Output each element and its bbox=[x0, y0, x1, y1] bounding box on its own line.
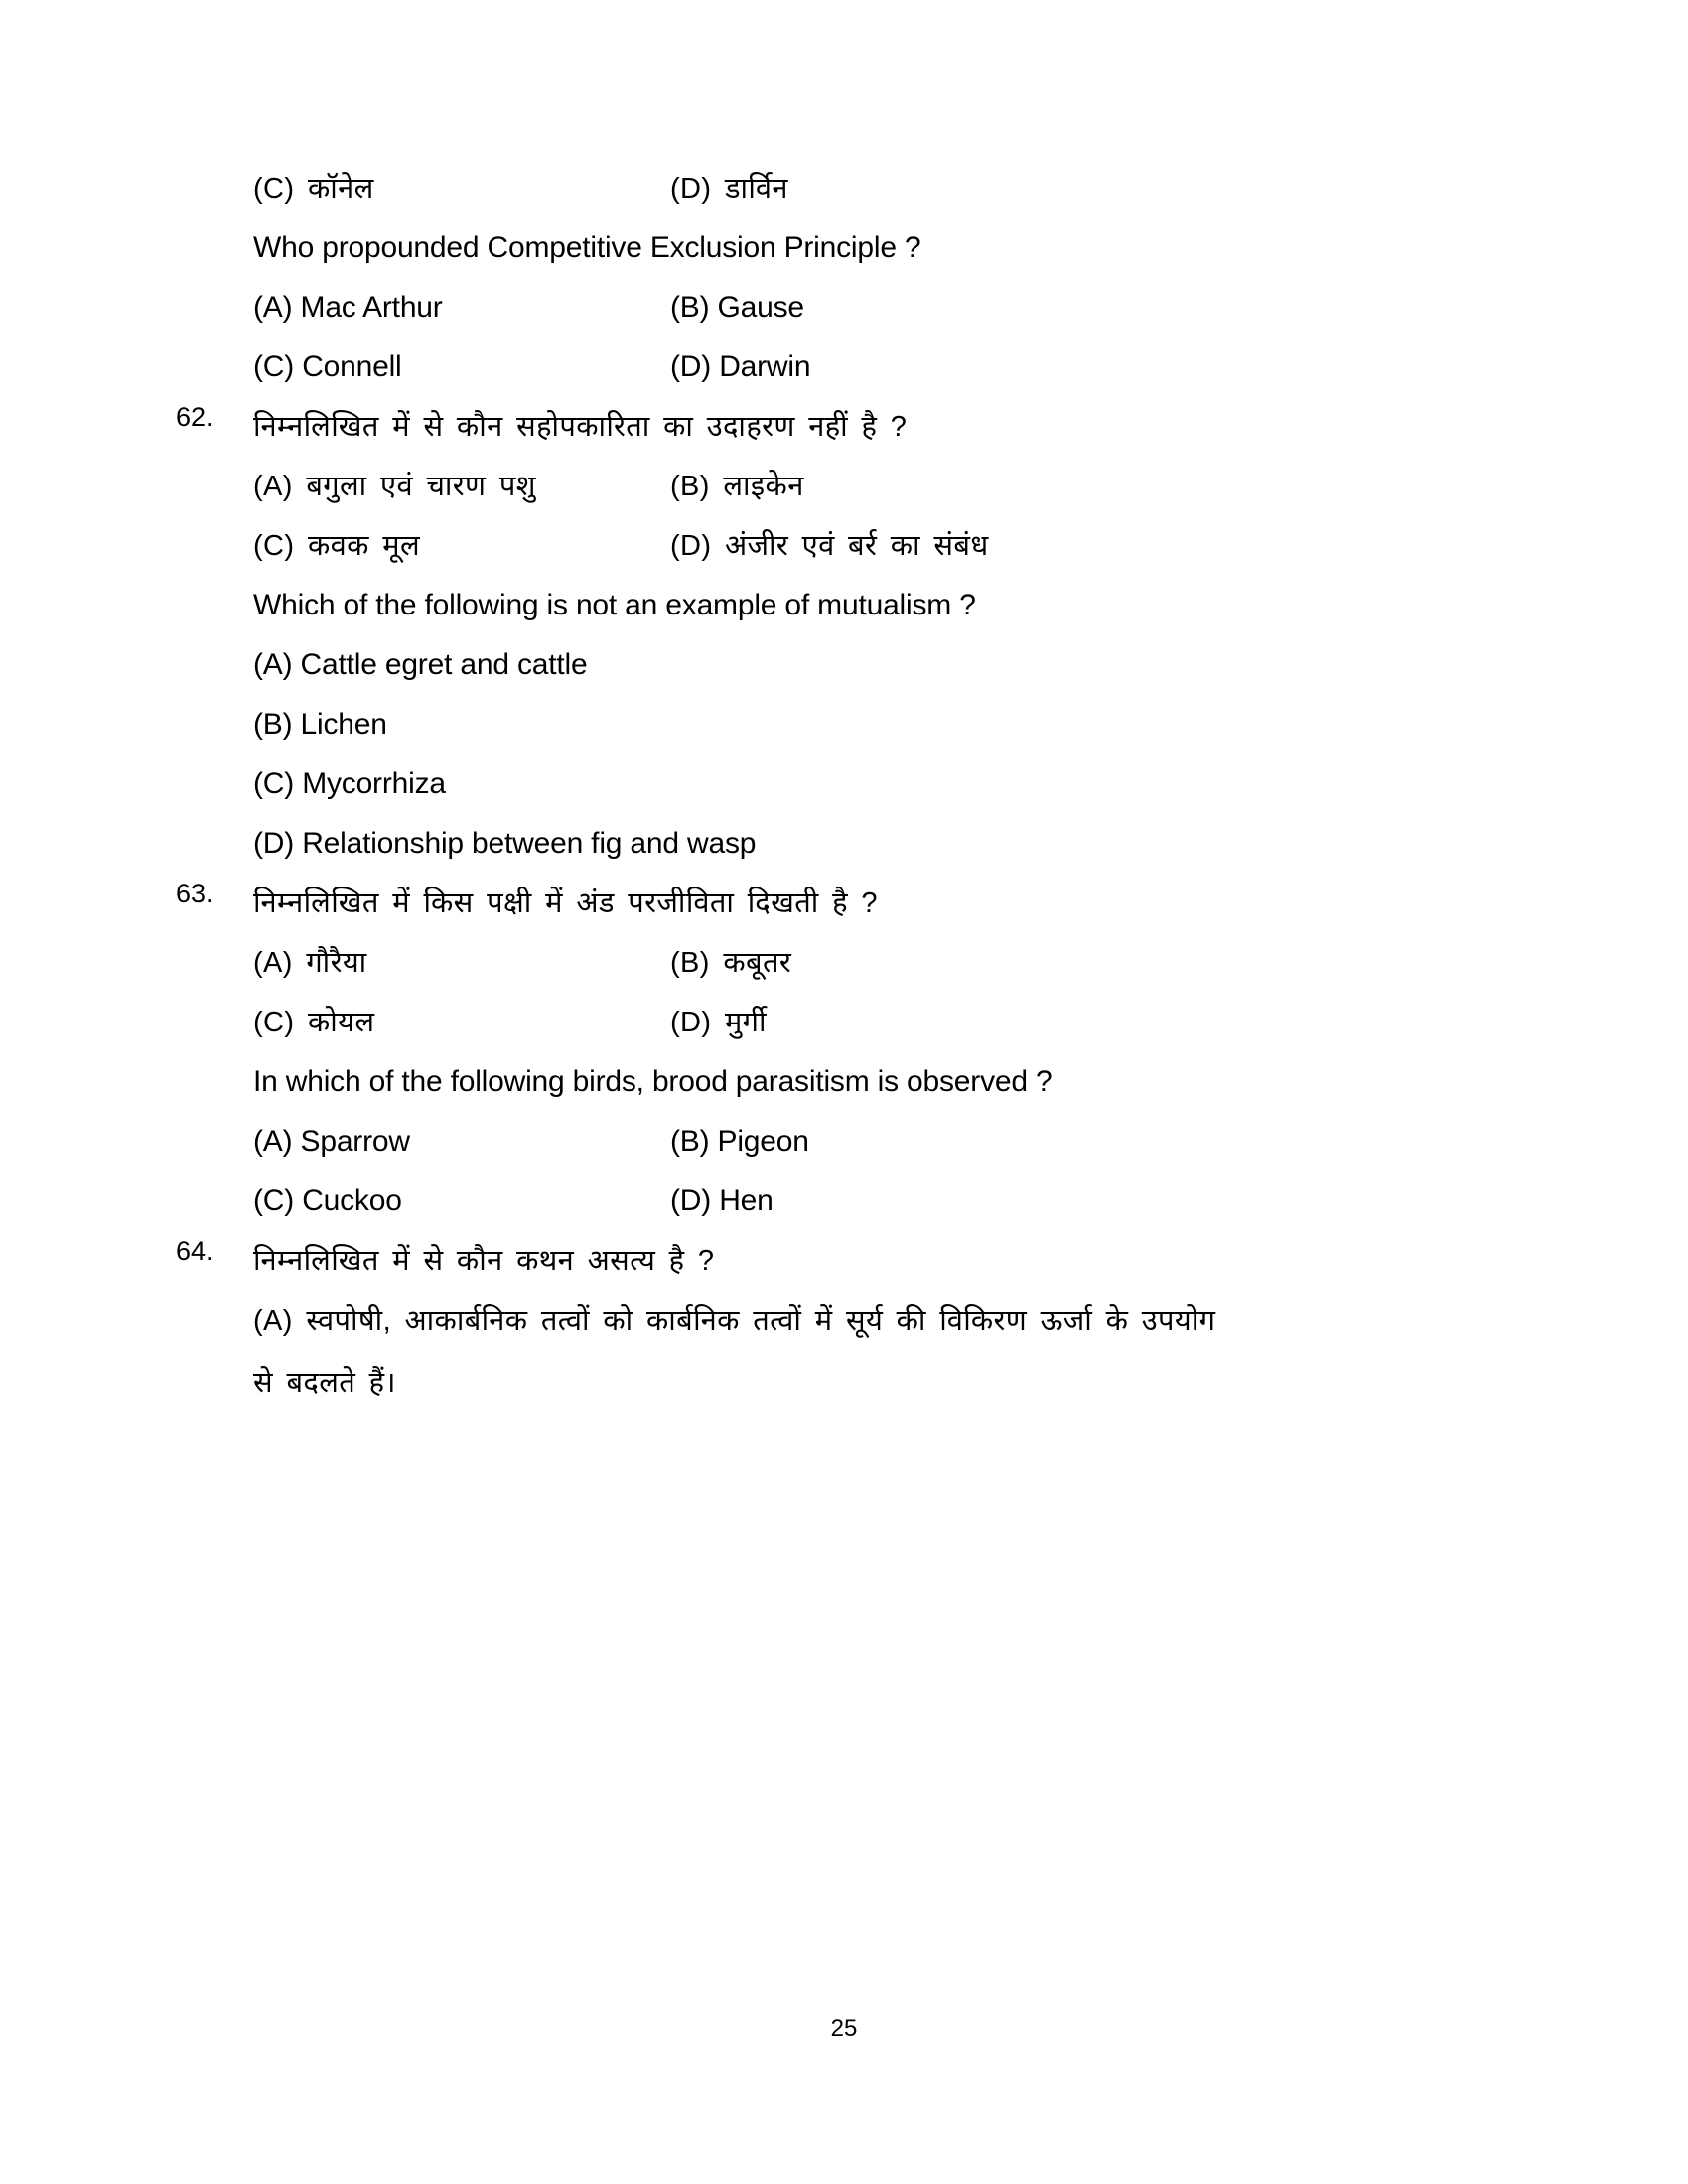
option-label: (D) bbox=[670, 1007, 712, 1038]
option-c-english-62[interactable] bbox=[253, 754, 1475, 814]
question-block-63 bbox=[176, 874, 1475, 1231]
option-text: Lichen bbox=[300, 708, 387, 741]
question-block-64 bbox=[176, 1231, 1475, 1414]
option-a-hindi-64-line1 bbox=[253, 1291, 1475, 1352]
option-label: (A) bbox=[253, 471, 293, 502]
option-text: डार्विन bbox=[724, 173, 788, 205]
option-a-hindi[interactable] bbox=[253, 943, 670, 983]
option-b-hindi[interactable] bbox=[670, 943, 1475, 983]
option-label: (D) bbox=[670, 1184, 712, 1217]
question-stem-hindi-63: 63. निम्नलिखित में किस पक्षी में अंड परजीविता दिखती है ? bbox=[253, 874, 1475, 933]
option-c-english[interactable] bbox=[253, 1181, 670, 1221]
option-label: (B) bbox=[253, 708, 293, 741]
option-label: (D) bbox=[670, 530, 712, 562]
option-b-english-62[interactable] bbox=[253, 695, 1475, 754]
option-text-line1: स्वपोषी, आकार्बनिक तत्वों को कार्बनिक तत्वों में सूर्य की विकिरण ऊर्जा के उपयोग bbox=[306, 1305, 1216, 1337]
option-label: (A) bbox=[253, 1125, 293, 1158]
option-d-hindi[interactable] bbox=[670, 526, 1475, 566]
option-d-english-62[interactable] bbox=[253, 814, 1475, 874]
option-label: (B) bbox=[670, 291, 710, 324]
option-text: गौरैया bbox=[306, 947, 367, 979]
option-label: (B) bbox=[670, 471, 710, 502]
option-d-english[interactable] bbox=[670, 347, 1475, 387]
option-text: कवक मूल bbox=[307, 530, 421, 562]
option-text: Sparrow bbox=[300, 1125, 410, 1158]
option-row-hindi-ab-62 bbox=[253, 457, 1475, 516]
option-b-hindi[interactable] bbox=[670, 467, 1475, 506]
question-number-64: 64. bbox=[176, 1236, 213, 1266]
option-label: (D) bbox=[253, 827, 295, 860]
option-row-english-ab-63 bbox=[253, 1112, 1475, 1171]
option-d-english[interactable] bbox=[670, 1181, 1475, 1221]
question-stem-english-62: Which of the following is not an example of mutualism ? bbox=[253, 589, 976, 621]
option-a-english[interactable] bbox=[253, 1122, 670, 1161]
question-stem-hindi-64: 64. निम्नलिखित में से कौन कथन असत्य है ? bbox=[253, 1231, 1475, 1291]
option-label: (D) bbox=[670, 173, 712, 205]
option-row-english-cd-63 bbox=[253, 1171, 1475, 1231]
option-b-english[interactable] bbox=[670, 1122, 1475, 1161]
option-text: लाइकेन bbox=[723, 471, 804, 502]
option-label: (A) bbox=[253, 1305, 293, 1337]
option-a-hindi[interactable] bbox=[253, 467, 670, 506]
option-text: कोयल bbox=[307, 1007, 375, 1038]
question-stem-hindi-62: 62. निम्नलिखित में से कौन सहोपकारिता का उदाहरण नहीं है ? bbox=[253, 397, 1475, 457]
option-text: Darwin bbox=[719, 350, 811, 383]
option-text: मुर्गी bbox=[724, 1007, 767, 1038]
option-d-hindi[interactable] bbox=[670, 1003, 1475, 1042]
option-a-english-62[interactable] bbox=[253, 635, 1475, 695]
question-number-62: 62. bbox=[176, 402, 213, 432]
option-label: (D) bbox=[670, 350, 712, 383]
option-text: कबूतर bbox=[723, 947, 792, 979]
option-label: (C) bbox=[253, 350, 295, 383]
option-row-hindi-ab-63 bbox=[253, 933, 1475, 993]
option-text: Connell bbox=[302, 350, 402, 383]
option-label: (C) bbox=[253, 767, 295, 800]
question-block-62 bbox=[176, 397, 1475, 874]
option-text: Cuckoo bbox=[302, 1184, 402, 1217]
option-text: Hen bbox=[719, 1184, 774, 1217]
option-row-english-cd-61 bbox=[253, 338, 1475, 397]
question-number-63: 63. bbox=[176, 879, 213, 908]
option-label: (A) bbox=[253, 648, 293, 681]
question-stem-english-61: Who propounded Competitive Exclusion Principle ? bbox=[253, 231, 921, 264]
option-label: (C) bbox=[253, 173, 295, 205]
page-content bbox=[176, 159, 1475, 1414]
option-a-hindi-64-line2 bbox=[253, 1352, 1475, 1414]
option-b-english[interactable] bbox=[670, 288, 1475, 328]
option-label: (B) bbox=[670, 947, 710, 979]
option-label: (C) bbox=[253, 1184, 295, 1217]
option-text: अंजीर एवं बर्र का संबंध bbox=[724, 530, 989, 562]
option-text: Pigeon bbox=[717, 1125, 809, 1158]
option-row-english-ab-61 bbox=[253, 278, 1475, 338]
option-row-hindi-cd bbox=[253, 159, 1475, 218]
option-row-hindi-cd-62 bbox=[253, 516, 1475, 576]
option-c-hindi[interactable] bbox=[253, 169, 670, 208]
question-stem-english-63: In which of the following birds, brood parasitism is observed ? bbox=[253, 1065, 1053, 1098]
question-block-61-continued bbox=[253, 159, 1475, 397]
option-d-hindi[interactable] bbox=[670, 169, 1475, 208]
option-label: (B) bbox=[670, 1125, 710, 1158]
option-label: (A) bbox=[253, 947, 293, 979]
option-c-hindi[interactable] bbox=[253, 1003, 670, 1042]
option-text: Mycorrhiza bbox=[302, 767, 446, 800]
option-label: (C) bbox=[253, 530, 295, 562]
page-number: 25 bbox=[830, 2015, 858, 2042]
option-text-line2: से बदलते हैं। bbox=[253, 1367, 396, 1399]
option-c-hindi[interactable] bbox=[253, 526, 670, 566]
option-label: (A) bbox=[253, 291, 293, 324]
option-a-hindi-64[interactable] bbox=[253, 1291, 1475, 1414]
option-text: Relationship between fig and wasp bbox=[302, 827, 757, 860]
option-text: कॉनेल bbox=[307, 173, 374, 205]
option-c-english[interactable] bbox=[253, 347, 670, 387]
option-label: (C) bbox=[253, 1007, 295, 1038]
option-row-hindi-cd-63 bbox=[253, 993, 1475, 1052]
option-text: Gause bbox=[717, 291, 804, 324]
option-text: Mac Arthur bbox=[300, 291, 443, 324]
option-a-english[interactable] bbox=[253, 288, 670, 328]
option-text: बगुला एवं चारण पशु bbox=[306, 471, 536, 502]
option-text: Cattle egret and cattle bbox=[300, 648, 588, 681]
